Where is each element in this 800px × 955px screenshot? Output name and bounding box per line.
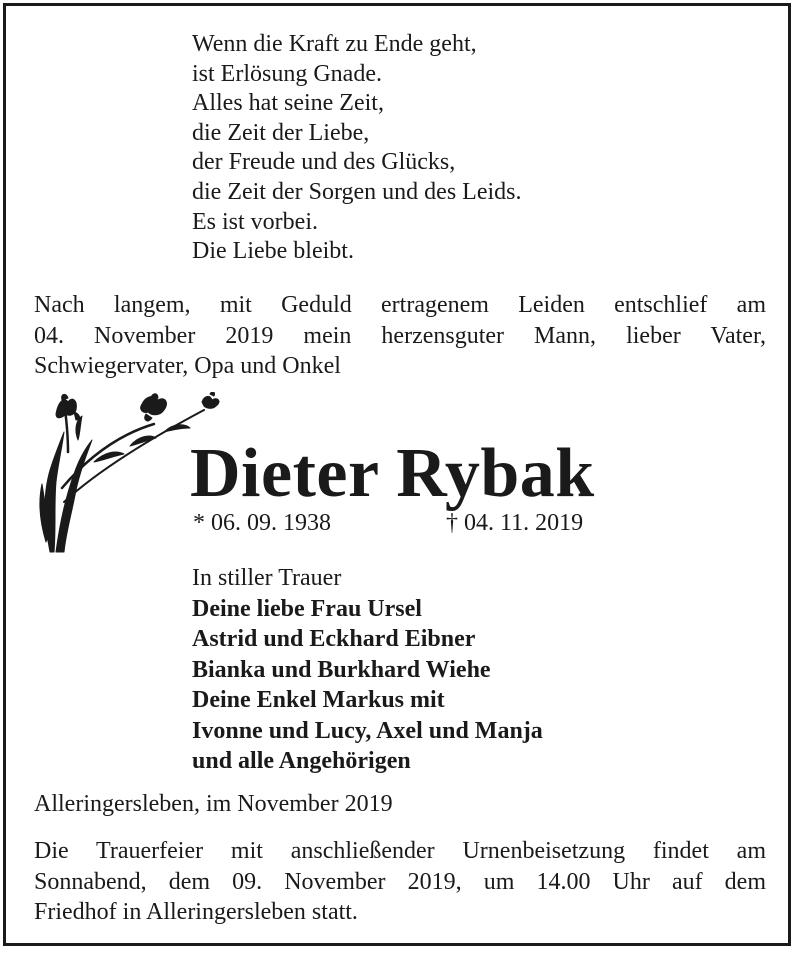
poem-line: Alles hat seine Zeit,	[192, 90, 384, 117]
mourners-intro: In stiller Trauer	[192, 565, 342, 591]
intro-line: 04. November 2019 mein herzensguter Mann, lieber Vater,	[34, 322, 766, 349]
poem	[192, 30, 521, 267]
funeral-info-line: Friedhof in Alleringersleben statt.	[34, 899, 358, 925]
intro-line: Nach langem, mit Geduld ertragenem Leiden entschlief am	[34, 292, 766, 318]
deceased-name: Dieter Rybak	[190, 435, 595, 512]
poem-line: Wenn die Kraft zu Ende geht,	[192, 31, 477, 57]
place-date: Alleringersleben, im November 2019	[34, 791, 393, 817]
poem-line: die Zeit der Liebe,	[192, 119, 370, 146]
death-date: † 04. 11. 2019	[446, 510, 584, 536]
mourner-name: Astrid und Eckhard Eibner	[192, 626, 476, 652]
mourner-name: Bianka und Burkhard Wiehe	[192, 656, 491, 683]
mourner-name: und alle Angehörigen	[192, 748, 411, 774]
mourner-name: Ivonne und Lucy, Axel und Manja	[192, 717, 543, 744]
mourners-list	[192, 563, 543, 777]
poem-line: ist Erlösung Gnade.	[192, 60, 382, 87]
mourner-name: Deine Enkel Markus mit	[192, 687, 445, 713]
mourner-name: Deine liebe Frau Ursel	[192, 595, 422, 622]
funeral-info-paragraph	[34, 836, 766, 928]
birth-date: * 06. 09. 1938	[193, 510, 331, 536]
poem-line: Die Liebe bleibt.	[192, 238, 354, 265]
poem-line: die Zeit der Sorgen und des Leids.	[192, 178, 522, 205]
poem-line: der Freude und des Glücks,	[192, 149, 456, 176]
intro-paragraph	[34, 290, 766, 382]
funeral-info-line: Sonnabend, dem 09. November 2019, um 14.00 Uhr auf dem	[34, 868, 766, 895]
funeral-info-line: Die Trauerfeier mit anschließender Urnenbeisetzung findet am	[34, 838, 766, 864]
intro-line: Schwiegervater, Opa und Onkel	[34, 353, 341, 379]
poem-line: Es ist vorbei.	[192, 208, 318, 235]
